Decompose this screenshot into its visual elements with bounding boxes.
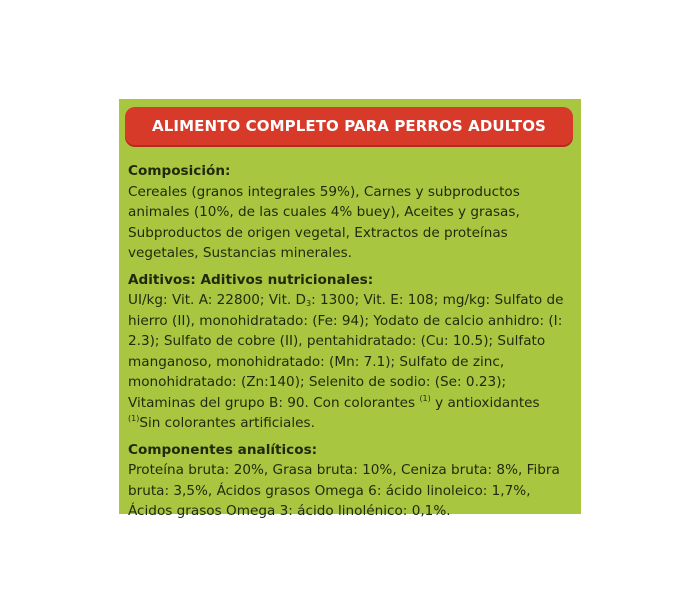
- additives-section: [128, 270, 576, 434]
- footnote-mark-2: (1): [128, 414, 140, 423]
- additives-text: [128, 290, 576, 434]
- analytical-section: [128, 440, 576, 522]
- label-content: [128, 161, 576, 528]
- additives-text-part-3: y antioxidantes: [430, 394, 540, 411]
- nutrition-label-panel: [119, 99, 581, 519]
- composition-section: [128, 161, 576, 264]
- vitamin-d-subscript: 3: [306, 299, 312, 308]
- additives-text-part-1: UI/kg: Vit. A: 22800; Vit. D: [128, 292, 307, 308]
- composition-text: Cereales (granos integrales 59%), Carnes y subproductos animales (10%, de las cuales 4% buey), Aceites y grasas, Subproductos de origen vegetal, Extractos de proteínas vegetales, Sustancias minerales.: [128, 183, 520, 261]
- additives-text-part-2: : 1300; Vit. E: 108; mg/kg: Sulfato de hierro (II), monohidratado: (Fe: 94); Yodato de calcio anhidro: (I: 2.3); Sulfato de cobre (II), pentahidratado: (Cu: 10.5); Sulfato manganoso, monohidratado: (Mn: 7.1); Sulfato de zinc, monohidratado: (Zn:140); Selenito de sodio: (Se: 0.23); Vitaminas del grupo B: 90. Con colorantes: [128, 292, 564, 411]
- title-banner: [125, 107, 573, 145]
- footnote-mark: (1): [419, 393, 431, 403]
- composition-heading: Composición:: [128, 163, 231, 179]
- analytical-text: Proteína bruta: 20%, Grasa bruta: 10%, Ceniza bruta: 8%, Fibra bruta: 3,5%, Ácidos grasos Omega 6: ácido linoleico: 1,7%, Ácidos grasos Omega 3: ácido linolénico: 0,1%.: [128, 462, 560, 519]
- footnote-text: Sin colorantes artificiales.: [139, 415, 315, 431]
- label-title: ALIMENTO COMPLETO PARA PERROS ADULTOS: [152, 117, 546, 135]
- analytical-heading: Componentes analíticos:: [128, 441, 318, 458]
- additives-heading: Aditivos: Aditivos nutricionales:: [128, 271, 374, 288]
